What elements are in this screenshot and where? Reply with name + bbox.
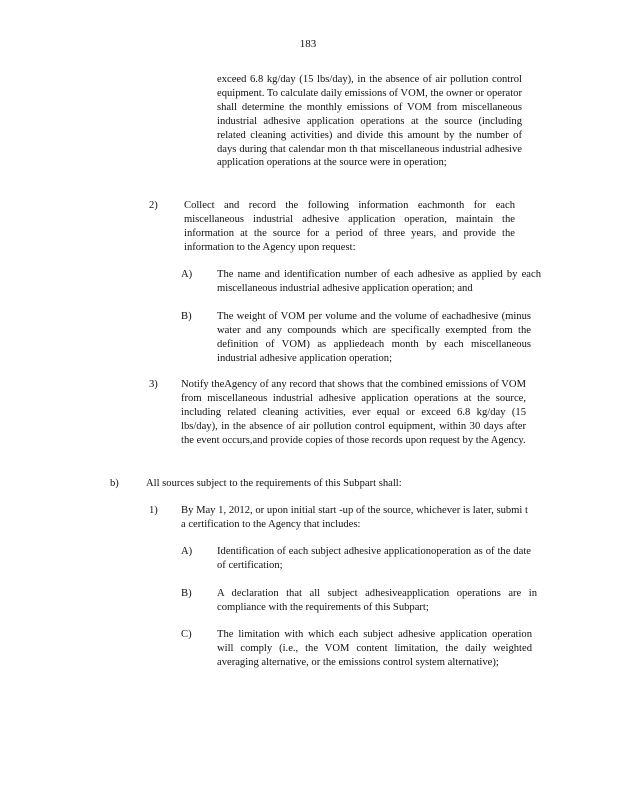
item-b1-label: 1) <box>149 505 158 516</box>
item-b1a-label: A) <box>181 546 193 557</box>
item-b-text: All sources subject to the requirements of this Subpart shall: <box>146 478 402 489</box>
item-2b-text: The weight of VOM per volume and the volume of eachadhesive (minus water and any compounds which are specifically exempted from the definition of VOM) as appliedeach month by each miscellaneous industrial adhesive application operation; <box>217 311 531 364</box>
item-2a-label: A) <box>181 269 193 280</box>
item-3-label: 3) <box>149 379 158 390</box>
item-2-label: 2) <box>149 200 158 211</box>
page-number: 183 <box>299 38 317 50</box>
item-2a-text: The name and identification number of each adhesive as applied by each miscellaneous industrial adhesive application operation; and <box>217 269 541 294</box>
item-b1a-text: Identification of each subject adhesive applicationoperation as of the date of certification; <box>217 546 531 571</box>
item-b1c-label: C) <box>181 629 192 640</box>
item-b-label: b) <box>110 478 119 489</box>
item-b1-text: By May 1, 2012, or upon initial start -up of the source, whichever is later, submi t a certification to the Agency that includes: <box>181 505 528 530</box>
item-2b-label: B) <box>181 311 192 322</box>
item-2-text: Collect and record the following information eachmonth for each miscellaneous industrial adhesive application operation, maintain the information at the source for a period of three years, and provide the information to the Agency upon request: <box>184 200 515 253</box>
item-3-text: Notify theAgency of any record that shows that the combined emissions of VOM from miscellaneous industrial adhesive application operations at the source, including related cleaning activities, ever equal or exceed 6.8 kg/day (15 lbs/day), in the absence of air pollution control equipment, within 30 days after the event occurs,and provide copies of those records upon request by the Agency. <box>181 379 526 446</box>
item-b1b-text: A declaration that all subject adhesiveapplication operations are in compliance with the requirements of this Subpart; <box>217 588 537 613</box>
item-b1c-text: The limitation with which each subject adhesive application operation will comply (i.e., the VOM content limitation, the daily weighted averaging alternative, or the emissions control system alternative); <box>217 629 532 668</box>
continuation-paragraph: exceed 6.8 kg/day (15 lbs/day), in the absence of air pollution control equipment. To calculate daily emissions of VOM, the owner or operator shall determine the monthly emissions of VOM from miscellaneous industrial adhesive application operations at the source (including related cleaning activities) and divide this amount by the number of days during that calendar mon th that miscellaneous industrial adhesive application operations at the source were in operation; <box>217 74 522 169</box>
item-b1b-label: B) <box>181 588 192 599</box>
